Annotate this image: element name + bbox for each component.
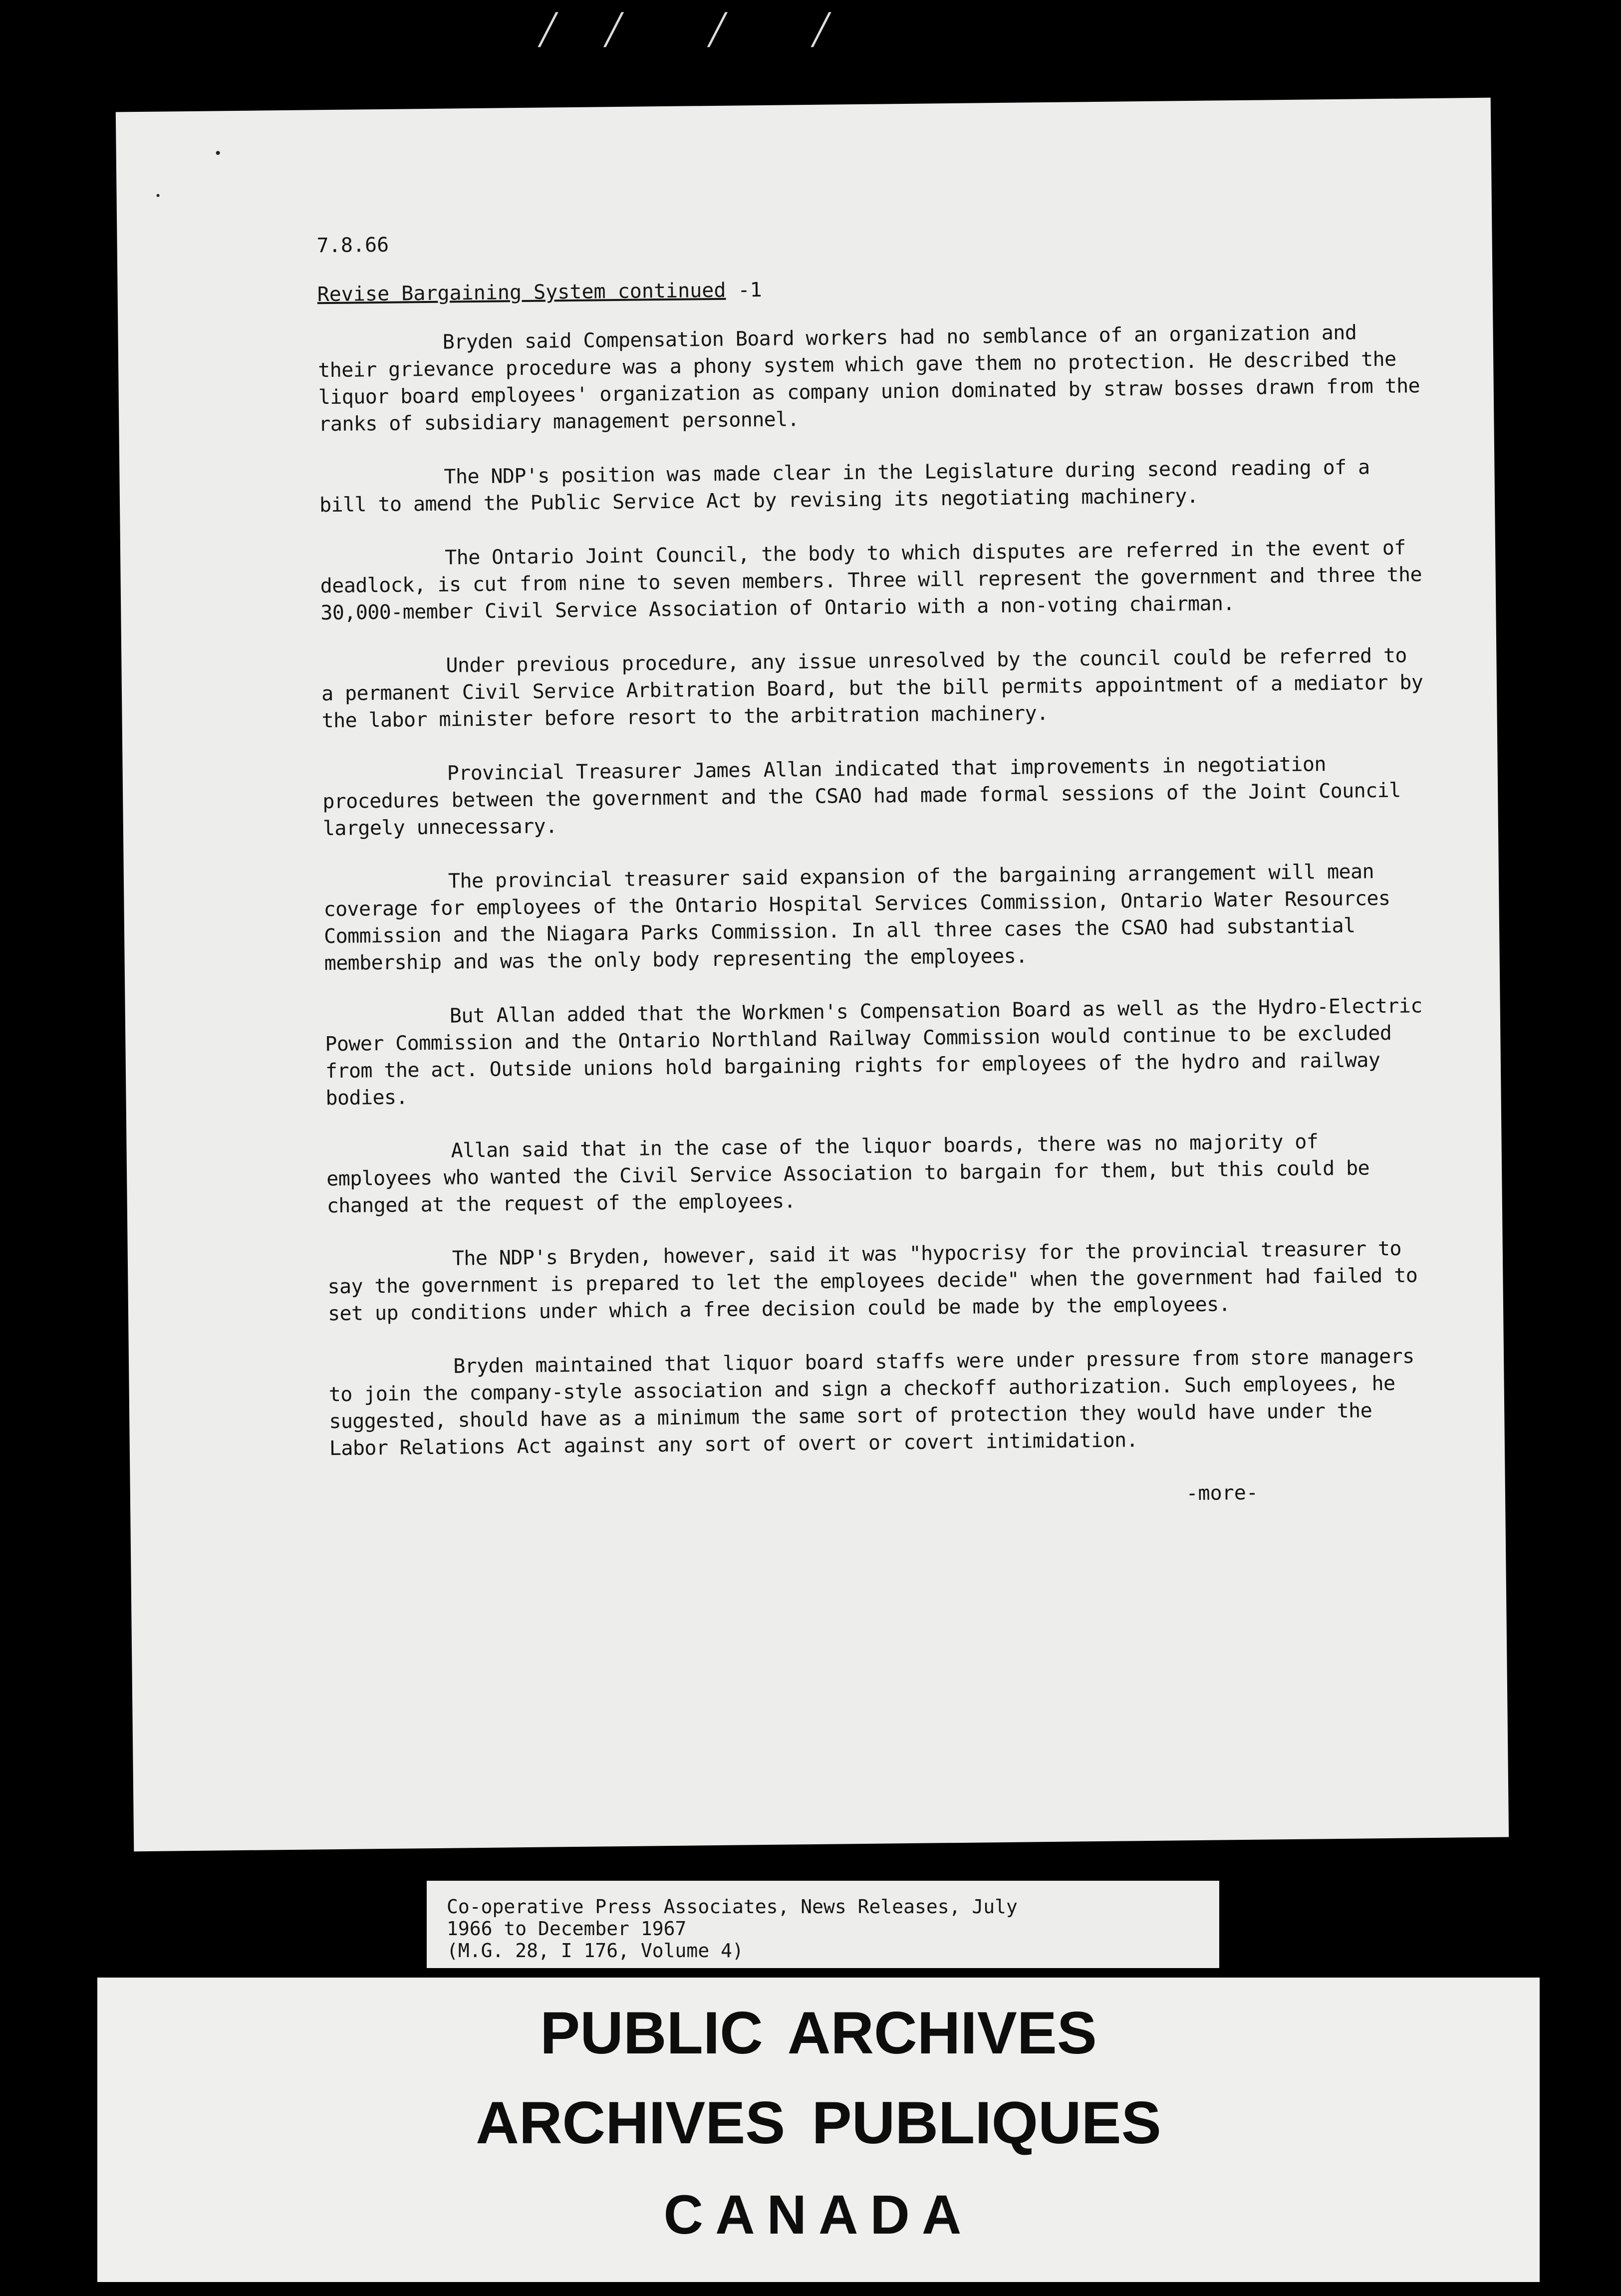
paragraph: But Allan added that the Workmen's Compensation Board as well as the Hydro-Electric Power Commission and the Ontario Northland Railway Commission would continue to be excluded from the act. Outside unions hold bargaining rights for employees of the hydro and railway bodies. (325, 994, 1422, 1110)
public-archives-banner (97, 1978, 1540, 2282)
paragraph: Allan said that in the case of the liquor boards, there was no majority of employees who wanted the Civil Service Association to bargain for them, but this could be changed at the request of the employees. (326, 1130, 1370, 1218)
caption-line: 1966 to December 1967 (447, 1918, 687, 1940)
paragraph: Bryden said Compensation Board workers had no semblance of an organization and their grievance procedure was a phony system which gave them no protection. He described the liquor board employees' organization as company union dominated by straw bosses drawn from the ranks of subsidiary management personnel. (318, 321, 1420, 436)
paragraph: The NDP's position was made clear in the Legislature during second reading of a bill to amend the Public Service Act by revising its negotiating machinery. (319, 456, 1370, 517)
paragraph: The Ontario Joint Council, the body to which disputes are referred in the event of deadlock, is cut from nine to seven members. Three will represent the government and three the 30,000-member Civil Service Association of Ontario with a non-voting chairman. (320, 536, 1422, 625)
archive-title-french: ARCHIVES PUBLIQUES (476, 2089, 1161, 2156)
paragraph: The NDP's Bryden, however, said it was "hypocrisy for the provincial treasurer to say the government is prepared to let the employees decide" when the government had failed to set up conditions under which a free decision could be made by the employees. (327, 1237, 1418, 1326)
document-date: 7.8.66 (316, 233, 389, 258)
paragraph: Provincial Treasurer James Allan indicated that improvements in negotiation procedures between the government and the CSAO had made formal sessions of the Joint Council largely unnecessary. (322, 753, 1401, 841)
archive-country: CANADA (663, 2184, 974, 2246)
speck-mark (216, 151, 220, 155)
archive-caption (447, 1896, 1018, 1962)
heading-suffix: -1 (726, 278, 762, 302)
archive-caption-card (427, 1881, 1219, 1968)
paragraph: Bryden maintained that liquor board staffs were under pressure from store managers to join the company-style association and sign a checkoff authorization. Such employees, he suggested, should have as a minimum the same sort of protection they would have under the Labor Relations Act against any sort of overt or covert intimidation. (328, 1345, 1414, 1460)
document-body (316, 221, 1438, 1516)
paragraph: Under previous procedure, any issue unresolved by the council could be referred to a permanent Civil Service Arbitration Board, but the bill permits appointment of a mediator by the labor minister before resort to the arbitration machinery. (321, 644, 1423, 733)
paragraph: The provincial treasurer said expansion of the bargaining arrangement will mean coverage for employees of the Ontario Hospital Services Commission, Ontario Water Resources Commission and the Niagara Parks Commission. In all three cases the CSAO had substantial membership and was the only body representing the employees. (323, 860, 1390, 975)
heading-title: Revise Bargaining System continued (317, 279, 726, 306)
document-heading (317, 270, 1425, 308)
caption-line: Co-operative Press Associates, News Releases, July (447, 1896, 1018, 1918)
archive-title-english: PUBLIC ARCHIVES (540, 2000, 1097, 2066)
caption-line: (M.G. 28, I 176, Volume 4) (447, 1940, 744, 1962)
film-edge-marks: ╱ ╱ ╱ ╱ (539, 12, 830, 47)
speck-mark (157, 194, 160, 197)
document-page (116, 98, 1509, 1852)
more-marker: -more- (1186, 1481, 1259, 1505)
